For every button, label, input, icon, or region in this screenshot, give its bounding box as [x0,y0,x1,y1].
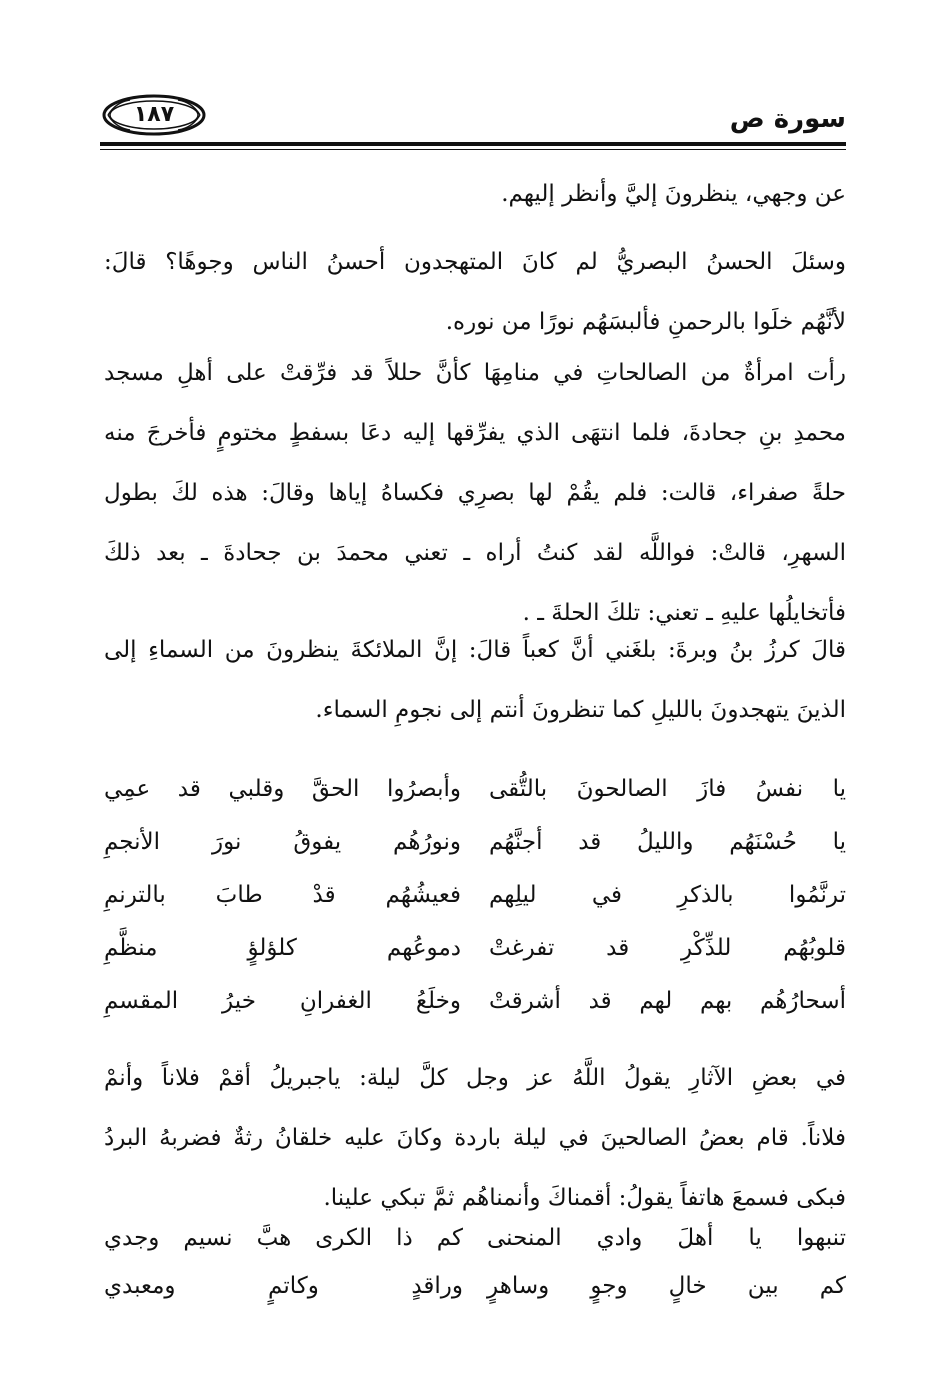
surah-title: سورة ص [729,104,846,134]
verse-line [104,922,846,975]
verse-second-hemistich: ونورُهُم يفوقُ نورَ الأنجمِ [104,829,461,855]
text-line: رأت امرأةٌ من الصالحاتِ في منامِهَا كأنَّ حللاً قد فرِّقتْ على أهلِ مسجد [104,360,846,386]
verse-first-hemistich: تنبهوا يا أهلَ وادي المنحنى [487,1225,846,1251]
verse-first-hemistich: كم بين خالٍ وجوٍ وساهرٍ [487,1273,846,1299]
text-line: محمدِ بنِ جحادةَ، فلما انتهَى الذي يفرِّقها إليه دعَا بسفطٍ مختومٍ فأخرجَ منه [104,420,846,446]
text-line: الذينَ يتهجدونَ بالليلِ كما تنظرونَ أنتم إلى نجومِ السماء. [315,697,846,723]
verse-line [104,816,846,869]
text-line: عن وجهي، ينظرونَ إليَّ وأنظر إليهم. [501,181,846,207]
page-number: ١٨٧ [133,102,175,127]
text-line: لأنَّهُم خلَوا بالرحمنِ فألبسَهُم نورًا من نوره. [445,309,846,335]
text-line: السهرِ، قالتْ: فواللَّه لقد كنتُ أراه ـ تعني محمدَ بن جحادةَ ـ بعد ذلكَ [104,540,846,566]
verse-second-hemistich: وخلَعُ الغفرانِ خيرُ المقسمِ [104,988,461,1014]
verse-first-hemistich: أسحارُهُم بهم لهم قد أشرقتْ [489,988,846,1014]
verse-line [104,1214,846,1262]
text-line: حلةً صفراء، قالت: فلم يقُمْ لها بصرِي فكساهُ إياها وقالَ: هذه لكَ بطول [104,480,846,506]
paragraph-1 [104,164,846,224]
text-line: فبكى فسمعَ هاتفاً يقولُ: أقمناكَ وأنمناهُم ثمَّ تبكي علينا. [323,1185,846,1211]
poem-1 [104,763,846,1028]
text-line: فأتخايلُها عليهِ ـ تعني: تلكَ الحلةَ ـ . [522,600,846,626]
verse-first-hemistich: يا حُسْنَهُم والليلُ قد أجنَّهُم [489,829,846,855]
verse-second-hemistich: كم ذا الكرى هبَّ نسيم وجدي [104,1225,463,1251]
verse-first-hemistich: قلوبُهُم للذِّكْرِ قد تفرغتْ [489,935,846,961]
verse-line [104,975,846,1028]
paragraph-2 [104,232,846,352]
verse-line [104,869,846,922]
verse-second-hemistich: وأبصرُوا الحقَّ وقلبي قد عمِي [104,776,461,802]
paragraph-3 [104,343,846,643]
verse-line [104,1262,846,1310]
text-line: في بعضِ الآثارِ يقولُ اللَّهُ عز وجل كلَّ ليلة: ياجبريلُ أقمْ فلاناً وأنمْ [104,1065,846,1091]
page-body [104,0,846,1383]
text-line: قالَ كرزُ بنُ وبرةَ: بلغَني أنَّ كعباً قالَ: إنَّ الملائكةَ ينظرونَ من السماءِ إلى [104,637,846,663]
paragraph-4 [104,620,846,740]
verse-second-hemistich: دموعُهم كلؤلؤٍ منظَّمِ [104,935,461,961]
poem-2 [104,1214,846,1310]
verse-first-hemistich: يا نفسُ فازَ الصالحونَ بالتُّقى [489,776,846,802]
text-line: وسئلَ الحسنُ البصريُّ لم كانَ المتهجدون أحسنُ الناس وجوهًا؟ قالَ: [104,249,846,275]
paragraph-5 [104,1048,846,1228]
text-line: فلاناً. قام بعضُ الصالحينَ في ليلة باردة وكانَ عليه خلقانُ رثةٌ فضربهُ البردُ [104,1125,846,1151]
verse-line [104,763,846,816]
verse-second-hemistich: وراقدٍ وكاتمٍ ومعبدي [104,1273,463,1299]
verse-second-hemistich: فعيشُهُم قدْ طابَ بالترنمِ [104,882,461,908]
verse-first-hemistich: ترنَّمُوا بالذكرِ في ليلِهم [489,882,846,908]
